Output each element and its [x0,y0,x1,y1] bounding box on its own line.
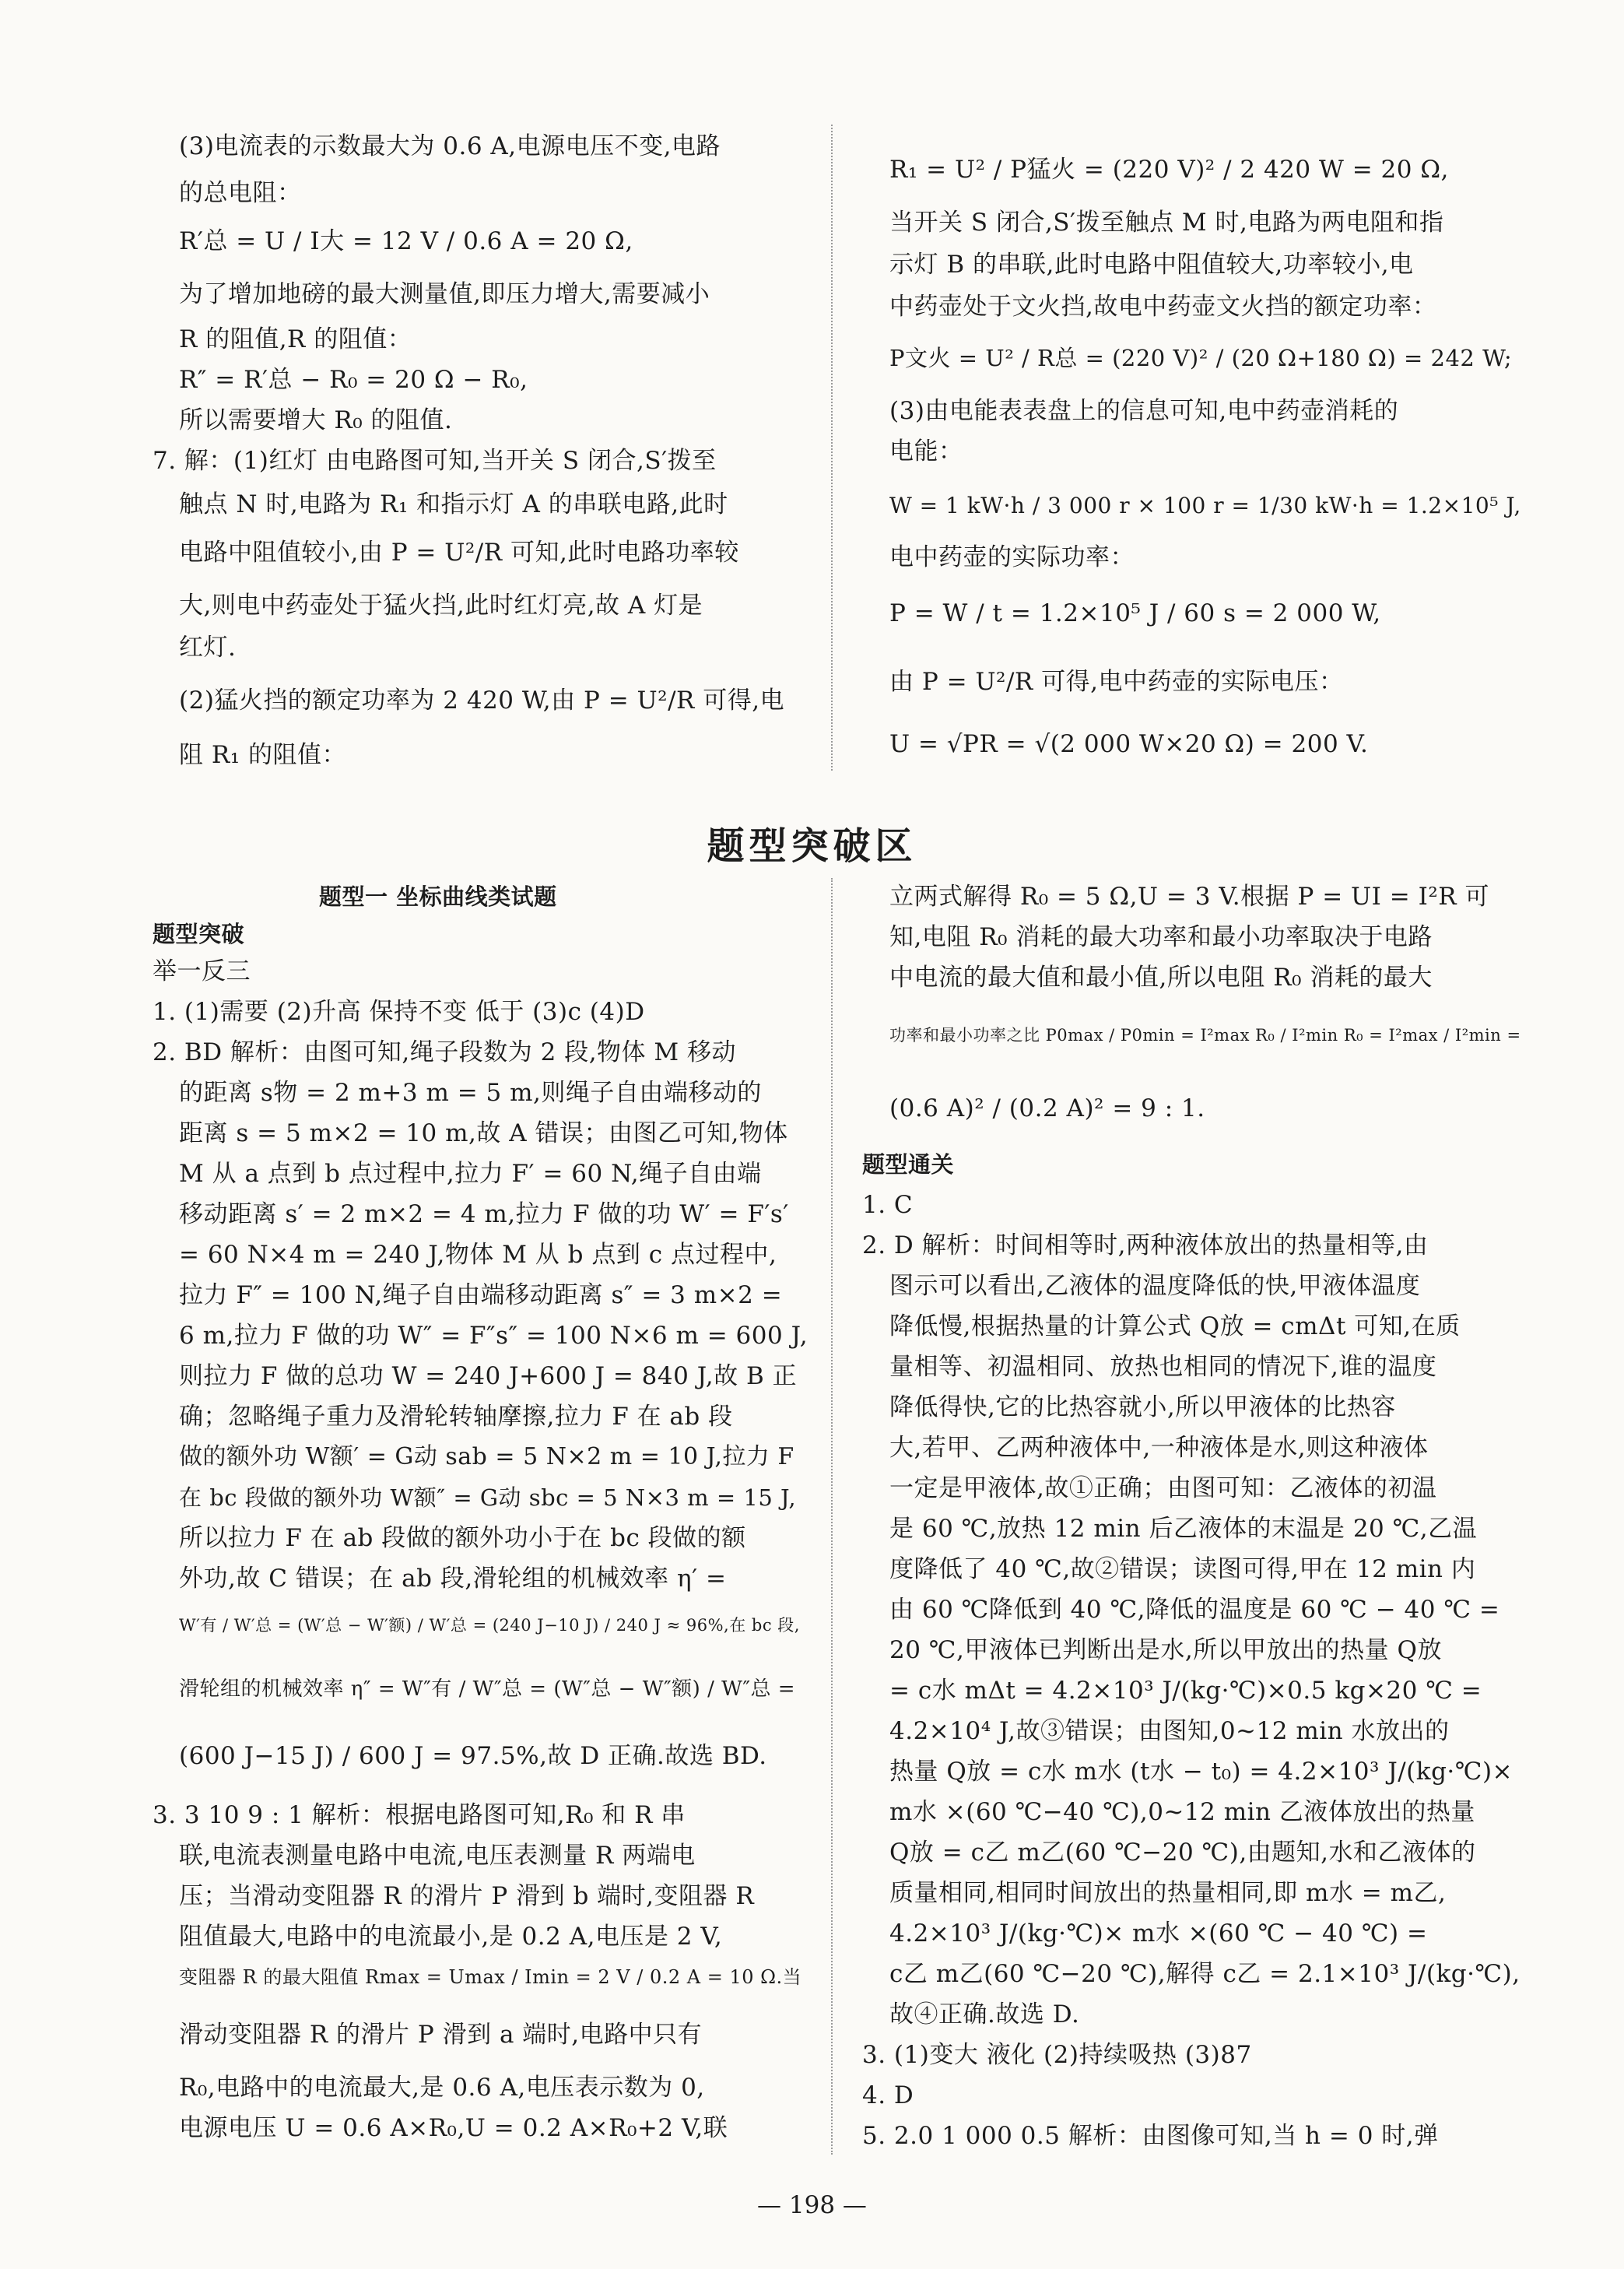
text-line: 故④正确.故选 D. [889,2000,1080,2028]
text-line: 电中药壶的实际功率： [889,543,1135,571]
type-heading: 题型一 坐标曲线类试题 [319,883,557,910]
text-line: 图示可以看出,乙液体的温度降低的快,甲液体温度 [889,1272,1421,1300]
text-line: 联,电流表测量电路中电流,电压表测量 R 两端电 [179,1842,696,1870]
text-line: 知,电阻 R₀ 消耗的最大功率和最小功率取决于电路 [889,923,1433,951]
answer-3: 3. (1)变大 液化 (2)持续吸热 (3)87 [862,2041,1252,2069]
formula-line: P文火 = U² / R总 = (220 V)² / (20 Ω+180 Ω) = 242 W; [889,345,1513,371]
text-line: 示灯 B 的串联,此时电路中阻值较大,功率较小,电 [889,251,1414,279]
text-line: 在 bc 段做的额外功 W额″ = G动 sbc = 5 N×3 m = 15 J, [179,1484,797,1511]
text-line: 热量 Q放 = c水 m水 (t水 − t₀) = 4.2×10³ J/(kg·℃)× [889,1758,1514,1786]
formula-line: 滑轮组的机械效率 η″ = W″有 / W″总 = (W″总 − W″额) / W″总 = [179,1677,796,1701]
answer-3: 3. 3 10 9 : 1 解析：根据电路图可知,R₀ 和 R 串 [153,1801,686,1829]
text-line: 为了增加地磅的最大测量值,即压力增大,需要减小 [179,280,710,308]
answer-2: 2. BD 解析：由图可知,绳子段数为 2 段,物体 M 移动 [153,1038,737,1066]
formula-line: 滑动变阻器 R 的滑片 P 滑到 a 端时,电路中只有 [179,2021,703,2049]
formula-line: U = √PR = √(2 000 W×20 Ω) = 200 V. [889,730,1369,758]
text-line: m水 ×(60 ℃−40 ℃),0~12 min 乙液体放出的热量 [889,1798,1475,1826]
text-line: (2)猛火挡的额定功率为 2 420 W,由 P = U²/R 可得,电 [179,687,785,715]
text-line: 中电流的最大值和最小值,所以电阻 R₀ 消耗的最大 [889,964,1433,992]
subheading: 题型通关 [862,1151,955,1178]
text-line: = c水 mΔt = 4.2×10³ J/(kg·℃)×0.5 kg×20 ℃ = [889,1677,1482,1705]
text-line: 由 60 ℃降低到 40 ℃,降低的温度是 60 ℃ − 40 ℃ = [889,1596,1500,1624]
text-line: 电源电压 U = 0.6 A×R₀,U = 0.2 A×R₀+2 V,联 [179,2114,728,2142]
text-line: 距离 s = 5 m×2 = 10 m,故 A 错误；由图乙可知,物体 [179,1119,788,1147]
answer-1: 1. (1)需要 (2)升高 保持不变 低于 (3)c (4)D [153,998,645,1026]
text-line: (3)电流表的示数最大为 0.6 A,电源电压不变,电路 [179,132,721,160]
page-number: — 198 — [757,2191,867,2219]
formula-line: (600 J−15 J) / 600 J = 97.5%,故 D 正确.故选 BD. [179,1742,767,1770]
text-line: 变阻器 R 的最大阻值 Rmax = Umax / Imin = 2 V / 0.2 A = 10 Ω.当 [179,1966,802,1988]
subheading: 题型突破 [153,921,245,947]
text-line: 移动距离 s′ = 2 m×2 = 4 m,拉力 F 做的功 W′ = F′s′ [179,1200,789,1228]
text-line: 降低慢,根据热量的计算公式 Q放 = cmΔt 可知,在质 [889,1312,1461,1340]
text-line: 立两式解得 R₀ = 5 Ω,U = 3 V.根据 P = UI = I²R 可 [889,883,1489,911]
text-line: 的总电阻： [179,179,302,207]
text-line: 量相等、初温相同、放热也相同的情况下,谁的温度 [889,1353,1437,1381]
text-line: 电路中阻值较小,由 P = U²/R 可知,此时电路功率较 [179,539,739,567]
text-line: 的距离 s物 = 2 m+3 m = 5 m,则绳子自由端移动的 [179,1079,762,1107]
column-divider-bottom [831,878,833,2155]
text-line: M 从 a 点到 b 点过程中,拉力 F′ = 60 N,绳子自由端 [179,1160,762,1188]
formula-line: 功率和最小功率之比 P0max / P0min = I²max R₀ / I²min R₀ = I²max / I²min = [889,1026,1521,1045]
question-7: 7. 解：(1)红灯 由电路图可知,当开关 S 闭合,S′拨至 [153,447,717,475]
text-line: 6 m,拉力 F 做的功 W″ = F″s″ = 100 N×6 m = 600 J, [179,1322,808,1350]
text-line: 由 P = U²/R 可得,电中药壶的实际电压： [889,668,1344,696]
text-line: 降低得快,它的比热容就小,所以甲液体的比热容 [889,1393,1396,1421]
formula-line: R₁ = U² / P猛火 = (220 V)² / 2 420 W = 20 Ω, [889,156,1449,184]
text-line: 阻值最大,电路中的电流最小,是 0.2 A,电压是 2 V, [179,1923,723,1951]
text-line: 触点 N 时,电路为 R₁ 和指示灯 A 的串联电路,此时 [179,490,728,518]
formula-line: P = W / t = 1.2×10⁵ J / 60 s = 2 000 W, [889,599,1381,627]
text-line: 压；当滑动变阻器 R 的滑片 P 滑到 b 端时,变阻器 R [179,1882,755,1910]
formula-line: W′有 / W′总 = (W′总 − W′额) / W′总 = (240 J−10 J) / 240 J ≈ 96%,在 bc 段, [179,1616,800,1635]
subheading: 举一反三 [153,957,251,985]
text-line: 确；忽略绳子重力及滑轮转轴摩擦,拉力 F 在 ab 段 [179,1403,733,1431]
text-line: 所以拉力 F 在 ab 段做的额外功小于在 bc 段做的额 [179,1524,746,1552]
text-line: 一定是甲液体,故①正确；由图可知：乙液体的初温 [889,1474,1437,1502]
answer-2: 2. D 解析：时间相等时,两种液体放出的热量相等,由 [862,1231,1429,1259]
text-line: R₀,电路中的电流最大,是 0.6 A,电压表示数为 0, [179,2074,705,2102]
formula-line: R′总 = U / I大 = 12 V / 0.6 A = 20 Ω, [179,227,633,255]
answer-1: 1. C [862,1191,914,1219]
text-line: 大,若甲、乙两种液体中,一种液体是水,则这种液体 [889,1434,1429,1462]
text-line: 则拉力 F 做的总功 W = 240 J+600 J = 840 J,故 B 正 [179,1362,798,1390]
text-line: 中药壶处于文火挡,故电中药壶文火挡的额定功率： [889,293,1437,321]
text-line: 是 60 ℃,放热 12 min 后乙液体的末温是 20 ℃,乙温 [889,1515,1478,1543]
answer-5: 5. 2.0 1 000 0.5 解析：由图像可知,当 h = 0 时,弹 [862,2122,1439,2150]
text-line: 所以需要增大 R₀ 的阻值. [179,406,453,434]
text-line: = 60 N×4 m = 240 J,物体 M 从 b 点到 c 点过程中, [179,1241,777,1269]
column-divider-top [831,125,833,771]
text-line: (3)由电能表表盘上的信息可知,电中药壶消耗的 [889,397,1399,425]
text-line: 拉力 F″ = 100 N,绳子自由端移动距离 s″ = 3 m×2 = [179,1281,783,1309]
answer-4: 4. D [862,2081,914,2109]
text-line: 当开关 S 闭合,S′拨至触点 M 时,电路为两电阻和指 [889,209,1444,237]
formula-line: W = 1 kW·h / 3 000 r × 100 r = 1/30 kW·h = 1.2×10⁵ J, [889,493,1521,518]
text-line: c乙 m乙(60 ℃−20 ℃),解得 c乙 = 2.1×10³ J/(kg·℃), [889,1960,1521,1988]
formula-line: (0.6 A)² / (0.2 A)² = 9 : 1. [889,1094,1205,1122]
section-title: 题型突破区 [707,824,917,868]
text-line: Q放 = c乙 m乙(60 ℃−20 ℃),由题知,水和乙液体的 [889,1839,1476,1867]
text-line: 质量相同,相同时间放出的热量相同,即 m水 = m乙, [889,1879,1447,1907]
text-line: 阻 R₁ 的阻值： [179,741,346,769]
text-line: 做的额外功 W额′ = G动 sab = 5 N×2 m = 10 J,拉力 F [179,1443,794,1470]
text-line: 20 ℃,甲液体已判断出是水,所以甲放出的热量 Q放 [889,1636,1442,1664]
text-line: 4.2×10³ J/(kg·℃)× m水 ×(60 ℃ − 40 ℃) = [889,1920,1428,1948]
text-line: R 的阻值,R 的阻值： [179,325,412,353]
text-line: 电能： [889,437,963,465]
text-line: 大,则电中药壶处于猛火挡,此时红灯亮,故 A 灯是 [179,592,703,620]
text-line: 外功,故 C 错误；在 ab 段,滑轮组的机械效率 η′ = [179,1565,727,1593]
formula-line: R″ = R′总 − R₀ = 20 Ω − R₀, [179,366,528,394]
text-line: 红灯. [179,634,237,662]
text-line: 4.2×10⁴ J,故③错误；由图知,0~12 min 水放出的 [889,1717,1450,1745]
text-line: 度降低了 40 ℃,故②错误；读图可得,甲在 12 min 内 [889,1555,1476,1583]
